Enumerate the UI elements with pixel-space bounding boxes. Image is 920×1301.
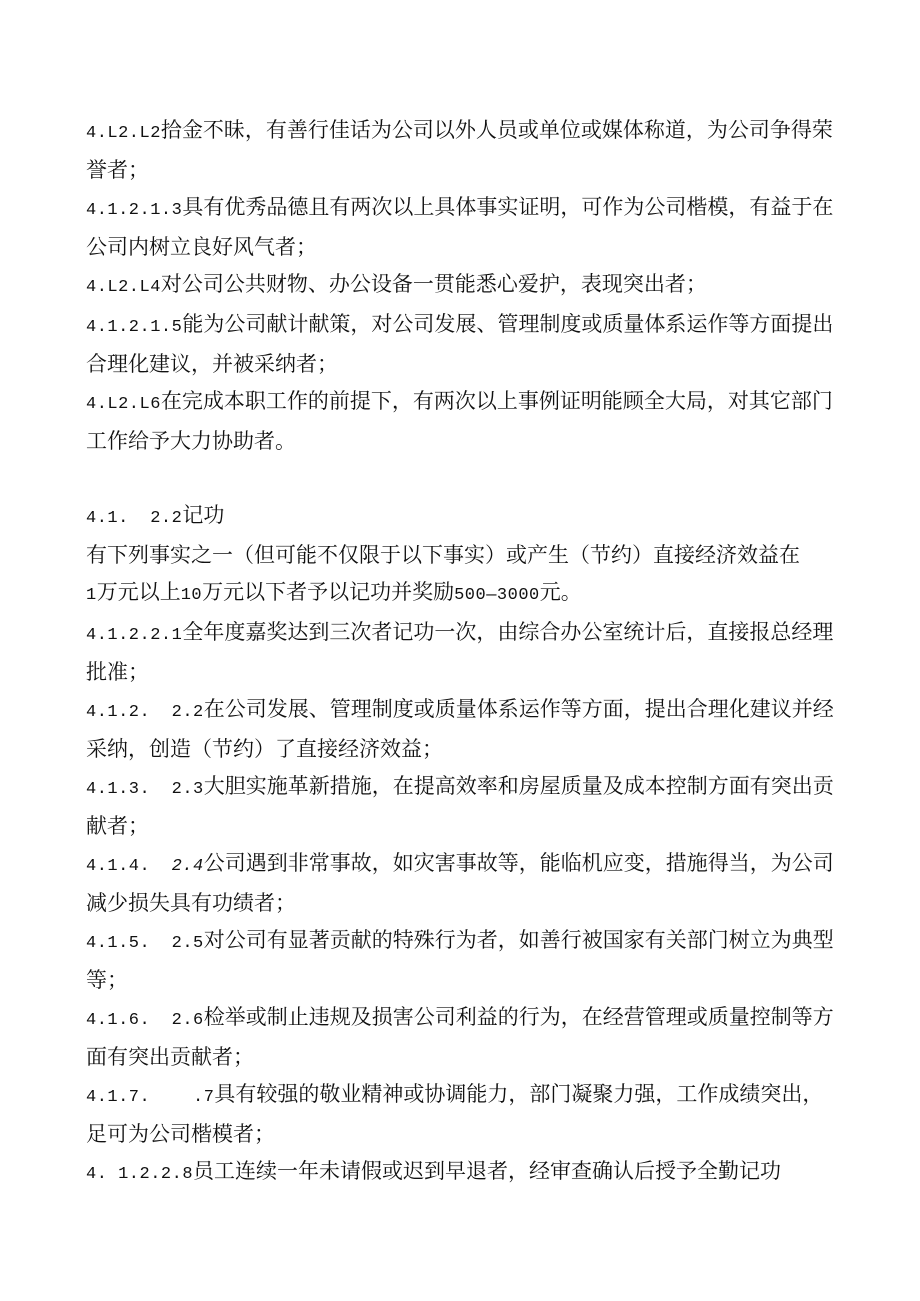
clause-number: 4.L2.L4 [86,278,161,297]
clause-text: 具有较强的敬业精神或协调能力，部门凝聚力强，工作成绩突出，足可为公司楷模者； [86,1082,824,1146]
clause-4-1-2-1-5 [86,306,836,383]
intro-value-2: 10 [180,586,203,605]
intro-text-2: 万元以下者予以记功并奖励 [202,580,455,604]
clause-4-1-2-2-4 [86,845,836,922]
clause-4-1-2-1-2 [86,112,836,189]
section-heading [86,497,836,537]
clause-4-1-2-2-2 [86,691,836,768]
intro-text-3: 元。 [539,580,582,604]
clause-text: 在公司发展、管理制度或质量体系运作等方面，提出合理化建议并经采纳，创造（节约）了直接经济效益； [86,697,834,761]
clause-4-1-2-2-3 [86,768,836,845]
clause-text: 员工连续一年未请假或迟到早退者，经审查确认后授予全勤记功 [193,1159,782,1183]
clause-number: 4.1.4. [86,857,172,876]
clause-text: 具有优秀品德且有两次以上具体事实证明，可作为公司楷模，有益于在公司内树立良好风气者； [86,195,834,259]
clause-4-1-2-2-8 [86,1153,836,1193]
clause-number: 4.L2.L6 [86,395,161,414]
clause-text: 大胆实施革新措施，在提高效率和房屋质量及成本控制方面有突出贡献者； [86,774,834,838]
clause-number: 4.1.5. 2.5 [86,934,204,953]
clause-4-1-2-1-4 [86,266,836,306]
clause-4-1-2-2-1 [86,614,836,691]
clause-number: 4.1.2. 2.2 [86,703,204,722]
clause-4-1-2-2-5 [86,922,836,999]
intro-line-1: 有下列事实之一（但可能不仅限于以下事实）或产生（节约）直接经济效益在 [86,543,800,567]
clause-4-1-2-1-3 [86,189,836,266]
clause-text: 能为公司献计献策，对公司发展、管理制度或质量体系运作等方面提出合理化建议，并被采纳者； [86,312,834,376]
clause-text: 在完成本职工作的前提下，有两次以上事例证明能顾全大局，对其它部门工作给予大力协助者。 [86,389,833,453]
clause-text: 拾金不昧，有善行佳话为公司以外人员或单位或媒体称道，为公司争得荣誉者； [86,118,833,182]
clause-number: 4.1.2.1.5 [86,318,183,337]
clause-text: 对公司公共财物、办公设备一贯能悉心爱护，表现突出者； [160,272,707,296]
clause-text: 对公司有显著贡献的特殊行为者，如善行被国家有关部门树立为典型等； [86,928,834,992]
heading-number: 4.1. 2.2 [86,509,183,528]
document-body [86,112,836,1193]
clause-4-1-2-2-6 [86,999,836,1076]
clause-number: 4. 1.2.2.8 [86,1165,194,1184]
clause-text: 检举或制止违规及损害公司利益的行为，在经营管理或质量控制等方面有突出贡献者； [86,1005,834,1069]
intro-value-3: 500—3000 [454,586,540,605]
clause-number: 4.1.2.2.1 [86,626,183,645]
clause-4-1-2-2-7 [86,1076,836,1153]
paragraph-gap [86,460,836,497]
clause-text: 全年度嘉奖达到三次者记功一次，由综合办公室统计后，直接报总经理批准； [86,620,834,684]
clause-number: 4.1.2.1.3 [86,201,183,220]
heading-text: 记功 [182,503,225,527]
clause-4-1-2-1-6 [86,383,836,460]
clause-number: 4.1.6. 2.6 [86,1011,204,1030]
clause-number-italic: 2.4 [171,857,204,876]
clause-number: 4.1.3. 2.3 [86,780,204,799]
intro-text-1: 万元以上 [96,580,181,604]
clause-number: 4.L2.L2 [86,124,161,143]
clause-number: 4.1.7. .7 [86,1088,215,1107]
intro-value-1: 1 [86,586,97,605]
clause-text: 公司遇到非常事故，如灾害事故等，能临机应变，措施得当，为公司减少损失具有功绩者； [86,851,834,915]
section-intro [86,537,836,614]
